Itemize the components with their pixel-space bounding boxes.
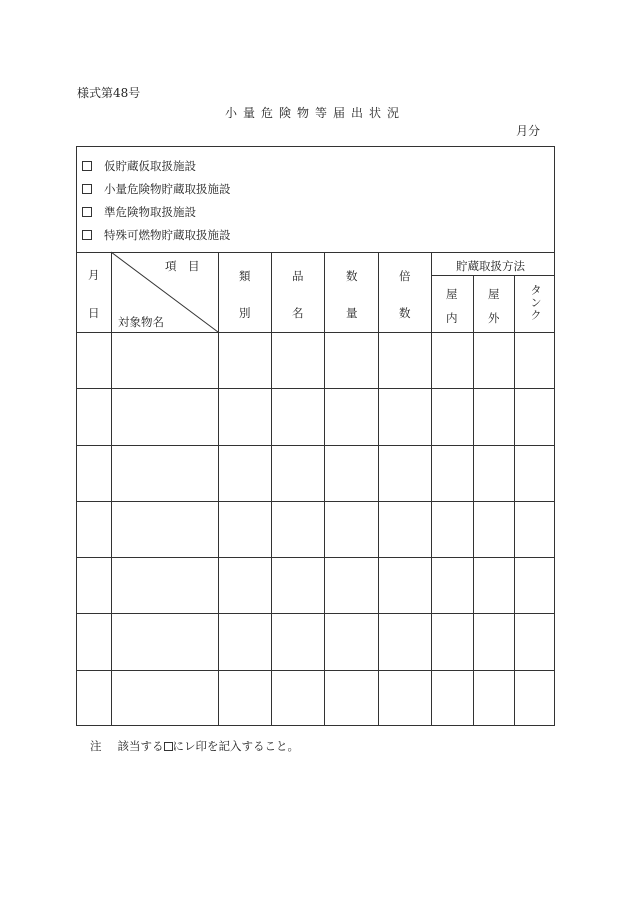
table-cell[interactable] — [379, 614, 431, 669]
footnote-prefix: 注 — [90, 739, 102, 753]
table-cell[interactable] — [515, 389, 555, 444]
table-cell[interactable] — [325, 614, 378, 669]
table-cell[interactable] — [325, 389, 378, 444]
header-target-name: 対象物名 — [118, 315, 164, 329]
table-cell[interactable] — [379, 333, 431, 388]
table-cell[interactable] — [474, 671, 514, 726]
table-cell[interactable] — [515, 446, 555, 501]
table-cell[interactable] — [474, 389, 514, 444]
header-outdoor-bottom: 外 — [488, 311, 500, 325]
header-indoor-top: 屋 — [446, 287, 458, 301]
table-cell[interactable] — [432, 446, 473, 501]
checkbox-icon — [164, 742, 173, 751]
header-storage-method: 貯蔵取扱方法 — [456, 259, 525, 273]
table-cell[interactable] — [325, 671, 378, 726]
table-cell[interactable] — [474, 614, 514, 669]
table-cell[interactable] — [112, 614, 218, 669]
table-cell[interactable] — [379, 671, 431, 726]
footnote-text-after: にレ印を記入すること。 — [172, 739, 299, 753]
table-cell[interactable] — [77, 614, 111, 669]
header-month: 月 — [88, 268, 100, 282]
header-tank: タンク — [529, 284, 543, 322]
header-indoor-bottom: 内 — [446, 311, 458, 325]
table-cell[interactable] — [515, 671, 555, 726]
table-cell[interactable] — [515, 558, 555, 613]
table-cell[interactable] — [432, 558, 473, 613]
table-cell[interactable] — [77, 671, 111, 726]
table-cell[interactable] — [325, 502, 378, 557]
table-cell[interactable] — [272, 389, 324, 444]
table-cell[interactable] — [272, 558, 324, 613]
table-cell[interactable] — [272, 671, 324, 726]
table-cell[interactable] — [219, 446, 271, 501]
table-cell[interactable] — [432, 614, 473, 669]
table-cell[interactable] — [219, 502, 271, 557]
header-type-top: 類 — [239, 269, 251, 283]
table-cell[interactable] — [219, 389, 271, 444]
table-cell[interactable] — [272, 614, 324, 669]
table-cell[interactable] — [474, 558, 514, 613]
table-cell[interactable] — [77, 333, 111, 388]
header-day: 日 — [88, 306, 100, 320]
header-outdoor-top: 屋 — [488, 287, 500, 301]
table-cell[interactable] — [325, 446, 378, 501]
form-number: 様式第48号 — [77, 86, 141, 100]
table-cell[interactable] — [219, 671, 271, 726]
table-cell[interactable] — [77, 446, 111, 501]
table-cell[interactable] — [77, 558, 111, 613]
table-cell[interactable] — [272, 502, 324, 557]
header-product-top: 品 — [292, 269, 304, 283]
table-cell[interactable] — [77, 502, 111, 557]
table-cell[interactable] — [432, 333, 473, 388]
footnote — [90, 738, 299, 754]
header-type-bottom: 別 — [239, 306, 251, 320]
document-title: 小量危険物等届出状況 — [224, 106, 405, 120]
header-item: 項 目 — [165, 259, 200, 273]
header-multiple-bottom: 数 — [399, 306, 411, 320]
table-cell[interactable] — [219, 558, 271, 613]
facility-option-label: 準危険物取扱施設 — [104, 205, 196, 219]
table-cell[interactable] — [219, 614, 271, 669]
table-cell[interactable] — [515, 614, 555, 669]
table-cell[interactable] — [272, 333, 324, 388]
table-cell[interactable] — [112, 389, 218, 444]
facility-option-label: 小量危険物貯蔵取扱施設 — [104, 182, 231, 196]
table-cell[interactable] — [515, 502, 555, 557]
header-product-bottom: 名 — [292, 306, 304, 320]
table-cell[interactable] — [112, 558, 218, 613]
table-cell[interactable] — [432, 671, 473, 726]
table-cell[interactable] — [325, 333, 378, 388]
header-multiple-top: 倍 — [399, 269, 411, 283]
table-cell[interactable] — [379, 446, 431, 501]
table-cell[interactable] — [432, 502, 473, 557]
table-cell[interactable] — [379, 502, 431, 557]
table-cell[interactable] — [432, 389, 473, 444]
table-cell[interactable] — [474, 502, 514, 557]
table-cell[interactable] — [325, 558, 378, 613]
facility-option-label: 特殊可燃物貯蔵取扱施設 — [104, 228, 231, 242]
table-cell[interactable] — [112, 333, 218, 388]
table-cell[interactable] — [219, 333, 271, 388]
table-cell[interactable] — [379, 558, 431, 613]
facility-option-label: 仮貯蔵仮取扱施設 — [104, 159, 196, 173]
header-quantity-bottom: 量 — [346, 306, 358, 320]
header-quantity-top: 数 — [346, 269, 358, 283]
table-cell[interactable] — [515, 333, 555, 388]
table-cell[interactable] — [474, 446, 514, 501]
table-cell[interactable] — [77, 389, 111, 444]
table-cell[interactable] — [112, 671, 218, 726]
table-cell[interactable] — [474, 333, 514, 388]
month-label: 月分 — [516, 124, 541, 138]
footnote-text-before: 該当する — [117, 739, 164, 753]
table-cell[interactable] — [112, 502, 218, 557]
table-cell[interactable] — [112, 446, 218, 501]
table-cell[interactable] — [272, 446, 324, 501]
table-cell[interactable] — [379, 389, 431, 444]
